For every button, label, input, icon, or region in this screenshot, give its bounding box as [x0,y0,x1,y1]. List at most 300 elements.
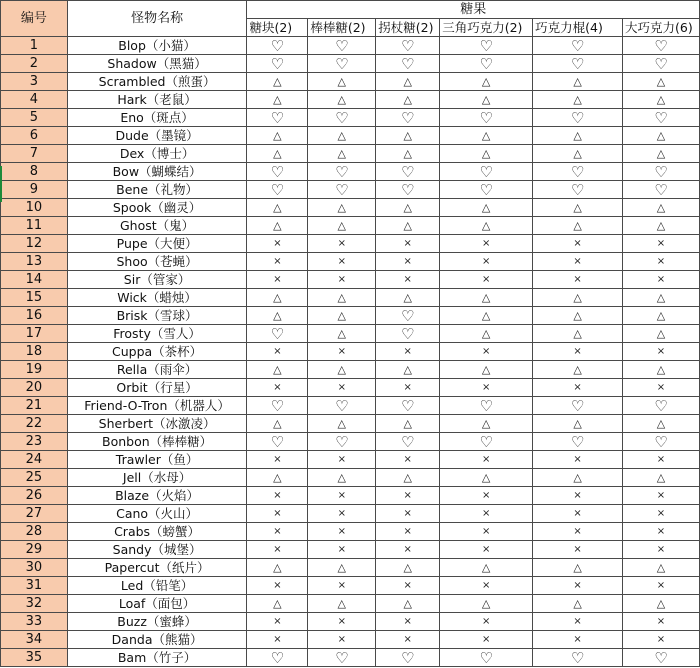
monster-name-cell[interactable]: Sherbert（冰激凌） [67,415,247,433]
monster-name-cell[interactable]: Bene（礼物） [67,181,247,199]
cross-icon[interactable]: × [622,631,699,649]
cross-icon[interactable]: × [308,523,376,541]
row-number-cell[interactable]: 14 [1,271,68,289]
triangle-icon[interactable]: △ [440,145,533,163]
monster-name-cell[interactable]: Friend-O-Tron（机器人） [67,397,247,415]
row-number-cell[interactable]: 27 [1,505,68,523]
heart-icon[interactable]: ♡ [308,433,376,451]
triangle-icon[interactable]: △ [308,73,376,91]
cross-icon[interactable]: × [308,577,376,595]
table-row [1,307,700,325]
row-number-cell[interactable]: 3 [1,73,68,91]
heart-icon[interactable]: ♡ [247,433,308,451]
monster-name-cell[interactable]: Shadow（黑猫） [67,55,247,73]
triangle-icon[interactable]: △ [533,469,623,487]
row-number-cell[interactable]: 17 [1,325,68,343]
heart-icon[interactable]: ♡ [533,163,623,181]
row-number-cell[interactable]: 2 [1,55,68,73]
triangle-icon[interactable]: △ [622,325,699,343]
triangle-icon[interactable]: △ [533,559,623,577]
triangle-icon[interactable]: △ [622,217,699,235]
cross-icon[interactable]: × [622,235,699,253]
cross-icon[interactable]: × [376,379,440,397]
monster-name-cell[interactable]: Bonbon（棒棒糖） [67,433,247,451]
cross-icon[interactable]: × [308,487,376,505]
heart-icon[interactable]: ♡ [376,181,440,199]
heart-icon[interactable]: ♡ [622,649,699,667]
cross-icon[interactable]: × [376,451,440,469]
table-row [1,433,700,451]
cross-icon[interactable]: × [308,271,376,289]
row-number-cell[interactable]: 31 [1,577,68,595]
row-number-cell[interactable]: 16 [1,307,68,325]
monster-name-cell[interactable]: Sir（管家） [67,271,247,289]
cross-icon[interactable]: × [440,253,533,271]
cross-icon[interactable]: × [533,613,623,631]
row-number-cell[interactable]: 30 [1,559,68,577]
heart-icon[interactable]: ♡ [247,397,308,415]
triangle-icon[interactable]: △ [247,595,308,613]
cross-icon[interactable]: × [440,631,533,649]
triangle-icon[interactable]: △ [376,199,440,217]
monster-name-cell[interactable]: Led（铅笔） [67,577,247,595]
row-number-cell[interactable]: 8 [1,163,68,181]
heart-icon[interactable]: ♡ [622,433,699,451]
monster-name-cell[interactable]: Buzz（蜜蜂） [67,613,247,631]
heart-icon[interactable]: ♡ [440,55,533,73]
cross-icon[interactable]: × [376,505,440,523]
monster-name-cell[interactable]: Loaf（面包） [67,595,247,613]
monster-name-cell[interactable]: Pupe（大便） [67,235,247,253]
row-number-cell[interactable]: 18 [1,343,68,361]
header-candy-4[interactable]: 三角巧克力(2) [440,19,533,37]
cross-icon[interactable]: × [533,505,623,523]
triangle-icon[interactable]: △ [247,217,308,235]
heart-icon[interactable]: ♡ [533,181,623,199]
row-number-cell[interactable]: 25 [1,469,68,487]
triangle-icon[interactable]: △ [622,415,699,433]
cross-icon[interactable]: × [247,253,308,271]
monster-name-cell[interactable]: Scrambled（煎蛋） [67,73,247,91]
cross-icon[interactable]: × [247,451,308,469]
table-row [1,595,700,613]
triangle-icon[interactable]: △ [376,217,440,235]
triangle-icon[interactable]: △ [440,415,533,433]
triangle-icon[interactable]: △ [440,325,533,343]
monster-name-cell[interactable]: Spook（幽灵） [67,199,247,217]
heart-icon[interactable]: ♡ [533,109,623,127]
table-row [1,73,700,91]
triangle-icon[interactable]: △ [308,307,376,325]
monster-name-cell[interactable]: Bam（竹子） [67,649,247,667]
heart-icon[interactable]: ♡ [533,397,623,415]
cross-icon[interactable]: × [308,253,376,271]
triangle-icon[interactable]: △ [440,307,533,325]
row-number-cell[interactable]: 15 [1,289,68,307]
monster-name-cell[interactable]: Ghost（鬼） [67,217,247,235]
triangle-icon[interactable]: △ [533,307,623,325]
triangle-icon[interactable]: △ [308,91,376,109]
triangle-icon[interactable]: △ [440,595,533,613]
triangle-icon[interactable]: △ [622,595,699,613]
heart-icon[interactable]: ♡ [376,649,440,667]
heart-icon[interactable]: ♡ [247,109,308,127]
monster-name-cell[interactable]: Jell（水母） [67,469,247,487]
cross-icon[interactable]: × [308,451,376,469]
cross-icon[interactable]: × [533,523,623,541]
heart-icon[interactable]: ♡ [376,37,440,55]
monster-name-cell[interactable]: Wick（蜡烛） [67,289,247,307]
table-row [1,631,700,649]
monster-name-cell[interactable]: Danda（熊猫） [67,631,247,649]
heart-icon[interactable]: ♡ [376,307,440,325]
heart-icon[interactable]: ♡ [440,649,533,667]
triangle-icon[interactable]: △ [622,469,699,487]
row-number-cell[interactable]: 26 [1,487,68,505]
triangle-icon[interactable]: △ [308,469,376,487]
cross-icon[interactable]: × [308,343,376,361]
row-number-cell[interactable]: 32 [1,595,68,613]
triangle-icon[interactable]: △ [533,145,623,163]
header-monster-name[interactable]: 怪物名称 [67,1,247,37]
triangle-icon[interactable]: △ [440,199,533,217]
cross-icon[interactable]: × [247,343,308,361]
cross-icon[interactable]: × [247,613,308,631]
triangle-icon[interactable]: △ [376,289,440,307]
triangle-icon[interactable]: △ [308,325,376,343]
cross-icon[interactable]: × [376,541,440,559]
header-candy-2[interactable]: 棒棒糖(2) [308,19,376,37]
heart-icon[interactable]: ♡ [440,397,533,415]
row-number-cell[interactable]: 28 [1,523,68,541]
cross-icon[interactable]: × [247,523,308,541]
cross-icon[interactable]: × [533,451,623,469]
heart-icon[interactable]: ♡ [376,163,440,181]
table-row [1,163,700,181]
row-number-cell[interactable]: 1 [1,37,68,55]
cross-icon[interactable]: × [308,541,376,559]
triangle-icon[interactable]: △ [533,73,623,91]
triangle-icon[interactable]: △ [533,289,623,307]
row-number-cell[interactable]: 24 [1,451,68,469]
table-row [1,127,700,145]
triangle-icon[interactable]: △ [247,199,308,217]
triangle-icon[interactable]: △ [533,361,623,379]
triangle-icon[interactable]: △ [376,91,440,109]
triangle-icon[interactable]: △ [376,361,440,379]
monster-name-cell[interactable]: Dude（墨镜） [67,127,247,145]
triangle-icon[interactable]: △ [308,145,376,163]
triangle-icon[interactable]: △ [533,217,623,235]
cross-icon[interactable]: × [533,631,623,649]
row-number-cell[interactable]: 5 [1,109,68,127]
row-number-cell[interactable]: 12 [1,235,68,253]
cross-icon[interactable]: × [533,343,623,361]
triangle-icon[interactable]: △ [622,199,699,217]
triangle-icon[interactable]: △ [308,595,376,613]
table-row [1,505,700,523]
triangle-icon[interactable]: △ [247,145,308,163]
triangle-icon[interactable]: △ [247,289,308,307]
heart-icon[interactable]: ♡ [440,433,533,451]
row-number-cell[interactable]: 23 [1,433,68,451]
cross-icon[interactable]: × [247,631,308,649]
row-number-cell[interactable]: 9 [1,181,68,199]
heart-icon[interactable]: ♡ [308,55,376,73]
heart-icon[interactable]: ♡ [247,37,308,55]
heart-icon[interactable]: ♡ [376,325,440,343]
monster-name-cell[interactable]: Orbit（行星） [67,379,247,397]
cross-icon[interactable]: × [247,235,308,253]
triangle-icon[interactable]: △ [247,469,308,487]
cross-icon[interactable]: × [247,379,308,397]
heart-icon[interactable]: ♡ [308,37,376,55]
cross-icon[interactable]: × [533,577,623,595]
cross-icon[interactable]: × [622,613,699,631]
row-number-cell[interactable]: 7 [1,145,68,163]
heart-icon[interactable]: ♡ [308,649,376,667]
header-candy-group[interactable]: 糖果 [247,1,700,19]
heart-icon[interactable]: ♡ [376,397,440,415]
cross-icon[interactable]: × [440,541,533,559]
cross-icon[interactable]: × [308,613,376,631]
heart-icon[interactable]: ♡ [440,163,533,181]
monster-name-cell[interactable]: Frosty（雪人） [67,325,247,343]
cross-icon[interactable]: × [376,343,440,361]
triangle-icon[interactable]: △ [440,73,533,91]
cross-icon[interactable]: × [533,271,623,289]
heart-icon[interactable]: ♡ [622,181,699,199]
cross-icon[interactable]: × [440,271,533,289]
cross-icon[interactable]: × [308,631,376,649]
triangle-icon[interactable]: △ [308,559,376,577]
cross-icon[interactable]: × [440,523,533,541]
heart-icon[interactable]: ♡ [376,109,440,127]
triangle-icon[interactable]: △ [622,91,699,109]
triangle-icon[interactable]: △ [376,469,440,487]
cross-icon[interactable]: × [622,577,699,595]
heart-icon[interactable]: ♡ [622,37,699,55]
monster-name-cell[interactable]: Trawler（鱼） [67,451,247,469]
monster-name-cell[interactable]: Papercut（纸片） [67,559,247,577]
cross-icon[interactable]: × [376,487,440,505]
monster-name-cell[interactable]: Hark（老鼠） [67,91,247,109]
header-candy-5[interactable]: 巧克力棍(4) [533,19,623,37]
triangle-icon[interactable]: △ [308,415,376,433]
triangle-icon[interactable]: △ [247,127,308,145]
cross-icon[interactable]: × [376,235,440,253]
triangle-icon[interactable]: △ [247,73,308,91]
cross-icon[interactable]: × [622,451,699,469]
cross-icon[interactable]: × [622,271,699,289]
cross-icon[interactable]: × [247,271,308,289]
monster-name-cell[interactable]: Sandy（城堡） [67,541,247,559]
heart-icon[interactable]: ♡ [247,163,308,181]
cross-icon[interactable]: × [247,577,308,595]
triangle-icon[interactable]: △ [533,415,623,433]
table-row [1,361,700,379]
row-number-cell[interactable]: 34 [1,631,68,649]
cross-icon[interactable]: × [440,343,533,361]
row-number-cell[interactable]: 10 [1,199,68,217]
triangle-icon[interactable]: △ [247,361,308,379]
triangle-icon[interactable]: △ [440,91,533,109]
row-number-cell[interactable]: 35 [1,649,68,667]
monster-name-cell[interactable]: Brisk（雪球） [67,307,247,325]
triangle-icon[interactable]: △ [533,199,623,217]
cross-icon[interactable]: × [533,379,623,397]
triangle-icon[interactable]: △ [376,145,440,163]
heart-icon[interactable]: ♡ [440,181,533,199]
triangle-icon[interactable]: △ [622,145,699,163]
heart-icon[interactable]: ♡ [308,181,376,199]
heart-icon[interactable]: ♡ [308,397,376,415]
triangle-icon[interactable]: △ [440,559,533,577]
row-number-cell[interactable]: 21 [1,397,68,415]
triangle-icon[interactable]: △ [622,361,699,379]
monster-name-cell[interactable]: Blaze（火焰） [67,487,247,505]
cross-icon[interactable]: × [622,343,699,361]
heart-icon[interactable]: ♡ [376,433,440,451]
cross-icon[interactable]: × [376,271,440,289]
heart-icon[interactable]: ♡ [533,55,623,73]
triangle-icon[interactable]: △ [308,361,376,379]
row-number-cell[interactable]: 20 [1,379,68,397]
cross-icon[interactable]: × [622,253,699,271]
cross-icon[interactable]: × [247,487,308,505]
heart-icon[interactable]: ♡ [622,163,699,181]
heart-icon[interactable]: ♡ [622,55,699,73]
cross-icon[interactable]: × [622,541,699,559]
monster-name-cell[interactable]: Bow（蝴蝶结） [67,163,247,181]
cross-icon[interactable]: × [308,505,376,523]
header-candy-1[interactable]: 糖块(2) [247,19,308,37]
monster-name-cell[interactable]: Eno（斑点） [67,109,247,127]
cross-icon[interactable]: × [308,379,376,397]
heart-icon[interactable]: ♡ [308,163,376,181]
triangle-icon[interactable]: △ [376,415,440,433]
heart-icon[interactable]: ♡ [533,649,623,667]
row-number-cell[interactable]: 19 [1,361,68,379]
cross-icon[interactable]: × [440,487,533,505]
cross-icon[interactable]: × [440,505,533,523]
cross-icon[interactable]: × [533,487,623,505]
heart-icon[interactable]: ♡ [247,181,308,199]
cross-icon[interactable]: × [376,613,440,631]
triangle-icon[interactable]: △ [440,469,533,487]
heart-icon[interactable]: ♡ [533,433,623,451]
row-number-cell[interactable]: 33 [1,613,68,631]
header-candy-3[interactable]: 拐杖糖(2) [376,19,440,37]
row-number-cell[interactable]: 13 [1,253,68,271]
triangle-icon[interactable]: △ [247,559,308,577]
triangle-icon[interactable]: △ [440,361,533,379]
header-number[interactable]: 编号 [1,1,68,37]
cross-icon[interactable]: × [622,523,699,541]
cross-icon[interactable]: × [308,235,376,253]
table-row [1,523,700,541]
cross-icon[interactable]: × [440,235,533,253]
triangle-icon[interactable]: △ [308,217,376,235]
cross-icon[interactable]: × [533,235,623,253]
row-number-cell[interactable]: 11 [1,217,68,235]
monster-name-cell[interactable]: Rella（雨伞） [67,361,247,379]
cross-icon[interactable]: × [622,379,699,397]
triangle-icon[interactable]: △ [247,415,308,433]
monster-name-cell[interactable]: Shoo（苍蝇） [67,253,247,271]
triangle-icon[interactable]: △ [622,73,699,91]
monster-name-cell[interactable]: Crabs（螃蟹） [67,523,247,541]
cross-icon[interactable]: × [440,379,533,397]
table-row [1,271,700,289]
triangle-icon[interactable]: △ [376,127,440,145]
heart-icon[interactable]: ♡ [376,55,440,73]
monster-name-cell[interactable]: Dex（博士） [67,145,247,163]
heart-icon[interactable]: ♡ [247,649,308,667]
row-number-cell[interactable]: 29 [1,541,68,559]
cross-icon[interactable]: × [440,577,533,595]
cross-icon[interactable]: × [622,505,699,523]
triangle-icon[interactable]: △ [440,217,533,235]
cross-icon[interactable]: × [247,505,308,523]
heart-icon[interactable]: ♡ [247,55,308,73]
triangle-icon[interactable]: △ [308,199,376,217]
heart-icon[interactable]: ♡ [622,109,699,127]
monster-name-cell[interactable]: Cano（火山） [67,505,247,523]
triangle-icon[interactable]: △ [622,559,699,577]
triangle-icon[interactable]: △ [376,559,440,577]
triangle-icon[interactable]: △ [440,127,533,145]
heart-icon[interactable]: ♡ [440,109,533,127]
triangle-icon[interactable]: △ [376,73,440,91]
row-number-cell[interactable]: 6 [1,127,68,145]
triangle-icon[interactable]: △ [622,289,699,307]
cross-icon[interactable]: × [376,523,440,541]
cross-icon[interactable]: × [376,253,440,271]
triangle-icon[interactable]: △ [622,307,699,325]
cross-icon[interactable]: × [247,541,308,559]
heart-icon[interactable]: ♡ [622,397,699,415]
triangle-icon[interactable]: △ [533,325,623,343]
triangle-icon[interactable]: △ [308,127,376,145]
cross-icon[interactable]: × [440,451,533,469]
header-candy-6[interactable]: 大巧克力(6) [622,19,699,37]
triangle-icon[interactable]: △ [622,127,699,145]
triangle-icon[interactable]: △ [376,595,440,613]
cross-icon[interactable]: × [533,253,623,271]
cross-icon[interactable]: × [533,541,623,559]
cross-icon[interactable]: × [622,487,699,505]
row-number-cell[interactable]: 22 [1,415,68,433]
row-number-cell[interactable]: 4 [1,91,68,109]
triangle-icon[interactable]: △ [440,289,533,307]
triangle-icon[interactable]: △ [533,91,623,109]
triangle-icon[interactable]: △ [308,289,376,307]
cross-icon[interactable]: × [440,613,533,631]
heart-icon[interactable]: ♡ [308,109,376,127]
cross-icon[interactable]: × [376,577,440,595]
triangle-icon[interactable]: △ [247,307,308,325]
triangle-icon[interactable]: △ [533,127,623,145]
triangle-icon[interactable]: △ [247,91,308,109]
heart-icon[interactable]: ♡ [247,325,308,343]
heart-icon[interactable]: ♡ [440,37,533,55]
cross-icon[interactable]: × [376,631,440,649]
monster-name-cell[interactable]: Cuppa（茶杯） [67,343,247,361]
heart-icon[interactable]: ♡ [533,37,623,55]
monster-name-cell[interactable]: Blop（小猫） [67,37,247,55]
triangle-icon[interactable]: △ [533,595,623,613]
